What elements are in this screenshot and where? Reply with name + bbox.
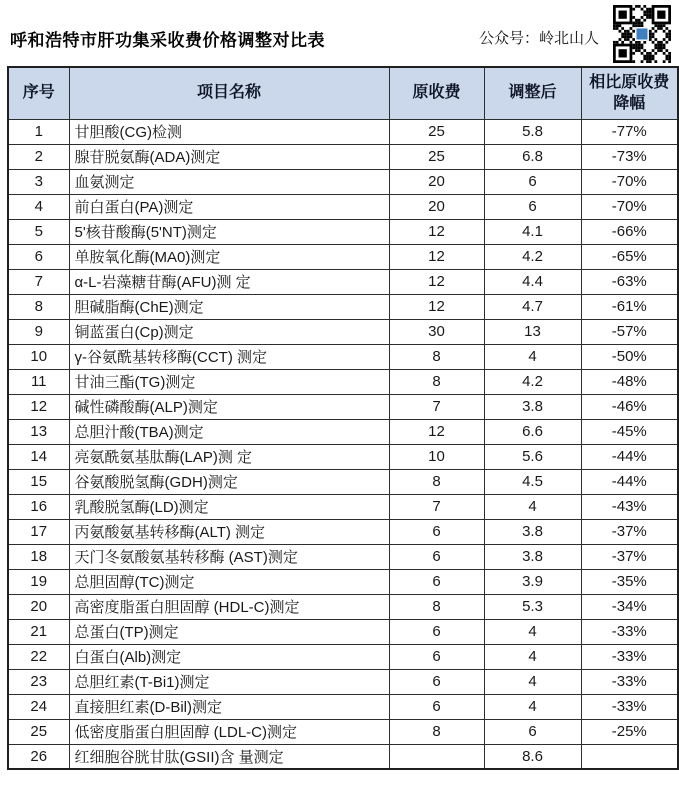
table-row — [8, 294, 678, 319]
cell-reduction: -77% — [581, 119, 678, 144]
cell-item-name: 总胆固醇(TC)测定 — [69, 569, 389, 594]
cell-index: 16 — [8, 494, 69, 519]
table-row — [8, 644, 678, 669]
cell-index: 11 — [8, 369, 69, 394]
table-row — [8, 394, 678, 419]
cell-adjusted-fee: 4 — [484, 344, 581, 369]
cell-original-fee: 6 — [389, 644, 484, 669]
cell-reduction — [581, 744, 678, 769]
cell-original-fee: 25 — [389, 119, 484, 144]
cell-item-name: 总蛋白(TP)测定 — [69, 619, 389, 644]
cell-item-name: 白蛋白(Alb)测定 — [69, 644, 389, 669]
table-row — [8, 519, 678, 544]
table-row — [8, 369, 678, 394]
cell-reduction: -35% — [581, 569, 678, 594]
cell-reduction: -33% — [581, 619, 678, 644]
cell-index: 12 — [8, 394, 69, 419]
cell-index: 17 — [8, 519, 69, 544]
table-row — [8, 719, 678, 744]
cell-adjusted-fee: 5.6 — [484, 444, 581, 469]
cell-index: 3 — [8, 169, 69, 194]
cell-item-name: 胆碱脂酶(ChE)测定 — [69, 294, 389, 319]
cell-item-name: 单胺氧化酶(MA0)测定 — [69, 244, 389, 269]
cell-adjusted-fee: 13 — [484, 319, 581, 344]
cell-original-fee: 12 — [389, 219, 484, 244]
cell-item-name: 红细胞谷胱甘肽(GSII)含 量测定 — [69, 744, 389, 769]
cell-reduction: -37% — [581, 519, 678, 544]
cell-original-fee: 8 — [389, 369, 484, 394]
cell-item-name: 总胆红素(T-Bi1)测定 — [69, 669, 389, 694]
cell-adjusted-fee: 6 — [484, 169, 581, 194]
cell-item-name: 碱性磷酸酶(ALP)测定 — [69, 394, 389, 419]
cell-index: 18 — [8, 544, 69, 569]
table-body — [8, 119, 678, 769]
cell-original-fee: 6 — [389, 544, 484, 569]
header-original-fee: 原收费 — [389, 67, 484, 119]
cell-item-name: 腺苷脱氨酶(ADA)测定 — [69, 144, 389, 169]
table-row — [8, 494, 678, 519]
cell-index: 24 — [8, 694, 69, 719]
topbar — [0, 0, 679, 66]
cell-adjusted-fee: 4.5 — [484, 469, 581, 494]
cell-original-fee: 30 — [389, 319, 484, 344]
cell-reduction: -57% — [581, 319, 678, 344]
cell-adjusted-fee: 5.3 — [484, 594, 581, 619]
cell-original-fee: 8 — [389, 594, 484, 619]
cell-item-name: 前白蛋白(PA)测定 — [69, 194, 389, 219]
cell-original-fee: 6 — [389, 669, 484, 694]
cell-reduction: -34% — [581, 594, 678, 619]
cell-adjusted-fee: 4.2 — [484, 244, 581, 269]
cell-index: 4 — [8, 194, 69, 219]
cell-item-name: 天门冬氨酸氨基转移酶 (AST)测定 — [69, 544, 389, 569]
cell-reduction: -25% — [581, 719, 678, 744]
cell-original-fee: 6 — [389, 694, 484, 719]
cell-adjusted-fee: 4.2 — [484, 369, 581, 394]
cell-index: 26 — [8, 744, 69, 769]
cell-original-fee: 12 — [389, 419, 484, 444]
cell-item-name: 乳酸脱氢酶(LD)测定 — [69, 494, 389, 519]
cell-index: 1 — [8, 119, 69, 144]
cell-original-fee: 12 — [389, 244, 484, 269]
cell-reduction: -33% — [581, 669, 678, 694]
header-item-name: 项目名称 — [69, 67, 389, 119]
cell-item-name: 血氨测定 — [69, 169, 389, 194]
cell-reduction: -50% — [581, 344, 678, 369]
cell-item-name: 谷氨酸脱氢酶(GDH)测定 — [69, 469, 389, 494]
cell-original-fee: 12 — [389, 294, 484, 319]
cell-item-name: 低密度脂蛋白胆固醇 (LDL-C)测定 — [69, 719, 389, 744]
cell-original-fee: 6 — [389, 619, 484, 644]
cell-adjusted-fee: 4 — [484, 619, 581, 644]
cell-reduction: -61% — [581, 294, 678, 319]
cell-index: 9 — [8, 319, 69, 344]
cell-original-fee: 20 — [389, 169, 484, 194]
cell-index: 8 — [8, 294, 69, 319]
table-row — [8, 119, 678, 144]
cell-original-fee: 7 — [389, 394, 484, 419]
cell-index: 20 — [8, 594, 69, 619]
table-row — [8, 244, 678, 269]
cell-original-fee: 7 — [389, 494, 484, 519]
table-row — [8, 594, 678, 619]
table-row — [8, 319, 678, 344]
cell-reduction: -37% — [581, 544, 678, 569]
cell-item-name: α-L-岩藻糖苷酶(AFU)测 定 — [69, 269, 389, 294]
cell-item-name: 铜蓝蛋白(Cp)测定 — [69, 319, 389, 344]
cell-adjusted-fee: 4 — [484, 494, 581, 519]
cell-adjusted-fee: 6 — [484, 719, 581, 744]
table-row — [8, 194, 678, 219]
cell-adjusted-fee: 4.4 — [484, 269, 581, 294]
cell-adjusted-fee: 3.8 — [484, 394, 581, 419]
cell-item-name: γ-谷氨酰基转移酶(CCT) 测定 — [69, 344, 389, 369]
cell-adjusted-fee: 8.6 — [484, 744, 581, 769]
cell-item-name: 亮氨酰氨基肽酶(LAP)测 定 — [69, 444, 389, 469]
table-header-row — [8, 67, 678, 119]
table-row — [8, 744, 678, 769]
cell-reduction: -65% — [581, 244, 678, 269]
table-row — [8, 569, 678, 594]
cell-original-fee: 10 — [389, 444, 484, 469]
cell-index: 2 — [8, 144, 69, 169]
cell-reduction: -33% — [581, 644, 678, 669]
cell-index: 19 — [8, 569, 69, 594]
cell-index: 10 — [8, 344, 69, 369]
cell-index: 7 — [8, 269, 69, 294]
cell-original-fee: 8 — [389, 719, 484, 744]
cell-original-fee: 20 — [389, 194, 484, 219]
cell-reduction: -45% — [581, 419, 678, 444]
cell-reduction: -70% — [581, 194, 678, 219]
cell-reduction: -46% — [581, 394, 678, 419]
cell-index: 22 — [8, 644, 69, 669]
cell-adjusted-fee: 4.1 — [484, 219, 581, 244]
cell-adjusted-fee: 6 — [484, 194, 581, 219]
table-row — [8, 269, 678, 294]
cell-adjusted-fee: 6.8 — [484, 144, 581, 169]
cell-index: 21 — [8, 619, 69, 644]
cell-index: 13 — [8, 419, 69, 444]
cell-item-name: 甘胆酸(CG)检测 — [69, 119, 389, 144]
table-row — [8, 669, 678, 694]
cell-item-name: 高密度脂蛋白胆固醇 (HDL-C)测定 — [69, 594, 389, 619]
cell-reduction: -43% — [581, 494, 678, 519]
price-comparison-table — [7, 66, 679, 770]
cell-index: 14 — [8, 444, 69, 469]
cell-index: 15 — [8, 469, 69, 494]
cell-index: 25 — [8, 719, 69, 744]
cell-adjusted-fee: 4.7 — [484, 294, 581, 319]
cell-index: 5 — [8, 219, 69, 244]
table-row — [8, 219, 678, 244]
cell-adjusted-fee: 4 — [484, 694, 581, 719]
account-label: 公众号：岭北山人 — [478, 30, 599, 47]
cell-original-fee: 8 — [389, 469, 484, 494]
cell-adjusted-fee: 4 — [484, 669, 581, 694]
cell-item-name: 总胆汁酸(TBA)测定 — [69, 419, 389, 444]
cell-reduction: -73% — [581, 144, 678, 169]
table-row — [8, 469, 678, 494]
table-row — [8, 694, 678, 719]
table-row — [8, 144, 678, 169]
table-row — [8, 544, 678, 569]
table-row — [8, 169, 678, 194]
cell-original-fee: 12 — [389, 269, 484, 294]
cell-original-fee: 8 — [389, 344, 484, 369]
cell-adjusted-fee: 5.8 — [484, 119, 581, 144]
cell-reduction: -33% — [581, 694, 678, 719]
cell-reduction: -48% — [581, 369, 678, 394]
cell-reduction: -63% — [581, 269, 678, 294]
cell-original-fee: 6 — [389, 519, 484, 544]
cell-item-name: 甘油三酯(TG)测定 — [69, 369, 389, 394]
cell-adjusted-fee: 3.8 — [484, 544, 581, 569]
cell-reduction: -66% — [581, 219, 678, 244]
cell-item-name: 丙氨酸氨基转移酶(ALT) 测定 — [69, 519, 389, 544]
cell-reduction: -44% — [581, 469, 678, 494]
cell-adjusted-fee: 6.6 — [484, 419, 581, 444]
cell-adjusted-fee: 3.8 — [484, 519, 581, 544]
cell-adjusted-fee: 4 — [484, 644, 581, 669]
header-adjusted-fee: 调整后 — [484, 67, 581, 119]
cell-item-name: 5'核苷酸酶(5'NT)测定 — [69, 219, 389, 244]
cell-index: 23 — [8, 669, 69, 694]
cell-original-fee — [389, 744, 484, 769]
cell-index: 6 — [8, 244, 69, 269]
cell-adjusted-fee: 3.9 — [484, 569, 581, 594]
table-row — [8, 444, 678, 469]
cell-item-name: 直接胆红素(D-Bil)测定 — [69, 694, 389, 719]
header-index: 序号 — [8, 67, 69, 119]
page-title: 呼和浩特市肝功集采收费价格调整对比表 — [10, 31, 325, 50]
cell-original-fee: 6 — [389, 569, 484, 594]
cell-original-fee: 25 — [389, 144, 484, 169]
table-row — [8, 419, 678, 444]
table-row — [8, 619, 678, 644]
cell-reduction: -44% — [581, 444, 678, 469]
table-row — [8, 344, 678, 369]
qr-code-icon — [613, 5, 671, 63]
header-reduction: 相比原收费降幅 — [581, 67, 678, 119]
cell-reduction: -70% — [581, 169, 678, 194]
